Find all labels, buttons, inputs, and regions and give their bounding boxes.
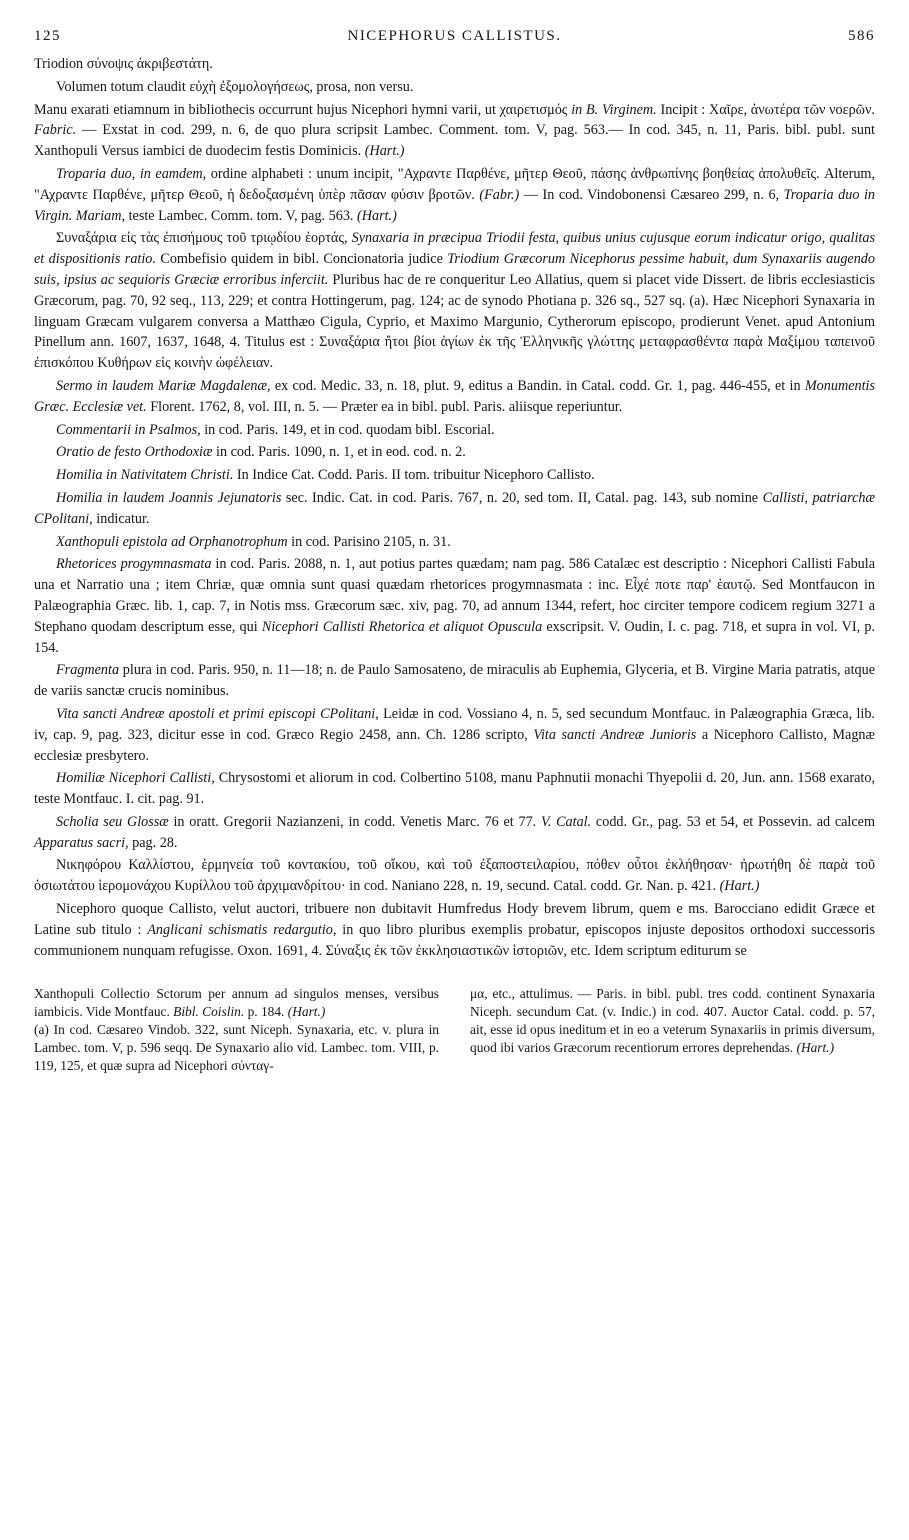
text-run: in quo libro pluribus exemplis probatur, episcopos injuste depositos orthodoxi successoris communionem nunquam refugisse. Oxon. 1691, 4. Σύναξις ἐκ τῶν ἐκκλησιαστικῶν ἱστοριῶν, etc. Idem scriptum editurum se <box>34 921 876 959</box>
text-run: Chrysostomi et aliorum in cod. Colbertino 5108, manu Paphnutii monachi Thyepolii d. 20, Jun. ann. 1568 exarato, teste Montfauc. I. cit. pag. 91. <box>34 770 876 808</box>
paragraph-6 <box>34 376 875 418</box>
italic-text: (Hart.) <box>719 878 760 895</box>
italic-text: Callisti, patriarchæ CPolitani, <box>34 489 875 527</box>
paragraph-9 <box>34 465 875 486</box>
italic-text: (Hart.) <box>287 1004 326 1020</box>
running-title: NICEPHORUS CALLISTUS. <box>347 28 562 44</box>
paragraph-12 <box>34 554 875 658</box>
text-run: ordine alphabeti : unum incipit, "Αχραντε Παρθένε, μῆτερ Θεοῦ, πάσης ἀνθρωπίνης βοηθείας ἀπολυθεῖς. Alterum, "Αχραντε Παρθένε, μῆτερ Θεοῦ, ἡ δεδοξασμένη ὑπὲρ πᾶσαν φύσιν βροτῶν. <box>34 165 875 203</box>
paragraph-13 <box>34 660 875 702</box>
text-run: Incipit : Χαῖρε, ἀνωτέρα τῶν νοερῶν. <box>656 101 875 118</box>
text-run: Manu exarati etiamnum in bibliothecis occurrunt hujus Nicephori hymni varii, ut χαιρετισμός <box>34 101 572 118</box>
text-run: In Indice Cat. Codd. Paris. II tom. tribuitur Nicephoro Callisto. <box>233 467 595 484</box>
footnote-column-left <box>34 985 439 1074</box>
italic-text: Fabric. <box>34 122 77 139</box>
paragraph-2 <box>34 77 875 98</box>
text-run: codd. Gr., pag. 53 et 54, et Possevin. ad calcem <box>591 813 875 830</box>
italic-text: Troparia duo, in eamdem, <box>56 165 207 182</box>
italic-text: Xanthopuli epistola ad Orphanotrophum <box>56 533 288 550</box>
text-run: — Exstat in cod. 299, n. 6, de quo plura scripsit Lambec. Comment. tom. V, pag. 563.— In cod. 345, n. 11, Paris. bibl. publ. sunt Xanthopuli Versus iambici de duodecim festis Dominicis. <box>34 122 875 160</box>
text-run: Συναξάρια εἰς τὰς ἐπισήμους τοῦ τριῳδίου ἑορτάς, <box>56 230 352 247</box>
text-run: in cod. Paris. 1090, n. 1, et in eod. cod. n. 2. <box>212 444 466 461</box>
paragraph-18 <box>34 899 875 961</box>
text-run: — In cod. Vindobonensi Cæsareo 299, n. 6, <box>519 186 784 203</box>
italic-text: Bibl. Coislin. <box>173 1004 245 1020</box>
running-head <box>34 28 875 54</box>
page-number-left: 125 <box>34 28 61 44</box>
footnote-separator <box>34 963 875 985</box>
paragraph-17 <box>34 855 875 897</box>
text-run: pag. 28. <box>128 834 178 851</box>
paragraph-8 <box>34 442 875 463</box>
text-run: Νικηφόρου Καλλίστου, ἑρμηνεία τοῦ κοντακίου, τοῦ οἴκου, καὶ τοῦ ἐξαποστειλαρίου, πόθεν οὗτοι ἐκλήθησαν· ἠρωτήθη δὲ παρὰ τοῦ ὁσιωτάτου ἱερομονάχου Κυρίλλου τοῦ ἀρχιμανδρίτου· in cod. Naniano 228, n. 19, secund. Catal. codd. Gr. Nan. p. 421. <box>34 857 875 895</box>
text-run: ex cod. Medic. 33, n. 18, plut. 9, editus a Bandin. in Catal. codd. Gr. 1, pag. 446-455, et in <box>270 377 805 394</box>
italic-text: (Hart.) <box>357 207 397 224</box>
main-text <box>34 54 875 961</box>
italic-text: Synaxaria in præcipua Triodii festa, quibus unius cujusque eorum indicatur origo, qualitas et dispositionis ratio. <box>34 230 875 268</box>
italic-text: Apparatus sacri, <box>34 834 129 851</box>
text-run: μα, etc., attulimus. — Paris. in bibl. publ. tres codd. continent Synaxaria Niceph. secundum Cat. (v. Indic.) in cod. 407. Auctor Catal. codd. p. 57, ait, esse id opus ineditum et in eo a veterum Synaxariis in primis diversum, quod ibi varios Græcorum recentiorum errores deprehendas. <box>470 986 875 1055</box>
text-run: (a) In cod. Cæsareo Vindob. 322, sunt Niceph. Synaxaria, etc. v. plura in Lambec. tom. V, p. 596 seqq. De Synaxario alio vid. Lambec. tom. VIII, p. 119, 125, et quæ supra ad Nicephori σύνταγ- <box>34 1022 439 1073</box>
italic-text: Vita sancti Andreæ apostoli et primi episcopi CPolitani, <box>56 705 379 722</box>
paragraph-16 <box>34 812 875 854</box>
footnote-left-1 <box>34 985 439 1021</box>
text-run: plura in cod. Paris. 950, n. 11—18; n. de Paulo Samosateno, de miraculis ab Euphemia, Glyceria, et B. Virgine Maria patratis, atque de variis sanctæ crucis nominibus. <box>34 662 875 700</box>
italic-text: Troparia duo in Virgin. Mariam, <box>34 186 875 224</box>
italic-text: Vita sancti Andreæ Junioris <box>533 726 697 743</box>
paragraph-14 <box>34 704 875 766</box>
page-number-right: 586 <box>848 28 875 44</box>
text-run: in cod. Parisino 2105, n. 31. <box>287 533 451 550</box>
text-run: Xanthopuli Collectio Sctorum per annum ad singulos menses, versibus iambicis. Vide Montfauc. <box>34 986 439 1020</box>
italic-text: Fragmenta <box>56 662 120 679</box>
italic-text: (Hart.) <box>796 1039 835 1055</box>
italic-text: Oratio de festo Orthodoxiæ <box>56 444 213 461</box>
italic-text: (Hart.) <box>364 143 405 160</box>
paragraph-1 <box>34 54 875 75</box>
text-run: Florent. 1762, 8, vol. III, n. 5. — Præter ea in bibl. publ. Paris. aliisque reperiuntur. <box>146 398 623 415</box>
paragraph-15 <box>34 768 875 810</box>
text-run: a Nicephoro Callisto, Magnæ ecclesiæ presbytero. <box>34 726 875 764</box>
text-run: exscripsit. V. Oudin, I. c. pag. 718, et supra in vol. VI, p. 154. <box>34 618 876 656</box>
paragraph-5 <box>34 228 875 374</box>
paragraph-3 <box>34 100 875 162</box>
italic-text: Anglicani schismatis redargutio, <box>147 921 337 938</box>
paragraph-7 <box>34 420 875 441</box>
italic-text: Homiliæ Nicephori Callisti, <box>56 770 215 787</box>
italic-text: Sermo in laudem Mariæ Magdalenæ, <box>56 377 271 394</box>
text-run: Triodion σύνοψις ἀκριβεστάτη. <box>34 56 213 72</box>
text-run: sec. Indic. Cat. in cod. Paris. 767, n. 20, sed tom. II, Catal. pag. 143, sub nomine <box>281 489 763 506</box>
italic-text: Homilia in laudem Joannis Jejunatoris <box>56 489 282 506</box>
footnote-column-right <box>470 985 875 1074</box>
italic-text: in B. Virginem. <box>571 101 657 118</box>
paragraph-10 <box>34 488 875 530</box>
text-run: in cod. Paris. 2088, n. 1, aut potius partes quædam; nam pag. 586 Catalæc est descriptio : Nicephori Callisti Fabula una et Narratio una ; item Chriæ, quæ omnia sunt quasi quædam rhetorices progymnasmata : inc. Εἶχέ ποτε παρ' ἑαυτῷ. Sed Montfaucon in Palæographia Græc. lib. 1, cap. 7, in Notis mss. Græcorum sæc. xiv, pag. 70, ad annum 1344, refert, hoc circiter tempore codicem regium 3271 a Stephano quodam descriptum esse, qui <box>34 556 876 635</box>
text-run: in cod. Paris. 149, et in cod. quodam bibl. Escorial. <box>200 421 495 438</box>
paragraph-4 <box>34 164 875 226</box>
text-run: Leidæ in cod. Vossiano 4, n. 5, sed secundum Montfauc. in Palæographia Græca, lib. iv, cap. 9, pag. 323, dicitur esse in cod. Græco Regio 2458, ann. Ch. 1286 scripto, <box>34 705 875 743</box>
footnotes <box>34 985 875 1074</box>
footnote-right-1 <box>470 985 875 1056</box>
footnote-left-2 <box>34 1021 439 1074</box>
italic-text: Commentarii in Psalmos, <box>56 421 201 438</box>
text-run: Pluribus hac de re conqueritur Leo Allatius, quem si placet vide Dissert. de libris ecclesiasticis Græcorum, pag. 70, 92 seq., 113, 229; et contra Hottingerum, pag. 124; ac de synodo Photiana p. 326 sq., 527 sq. (a). Hæc Nicephori Synaxaria in linguam Græcam vulgarem conversa a Matthæo Cigula, Cyprio, et Maximo Margunio, Cytherorum episcopo, prodierunt Venet. apud Antonium Pinellum ann. 1607, 1637, 1648, 4. Titulus est : Συναξάρια ἤτοι βίοι ἁγίων ἐκ τῆς Ἑλληνικῆς γλώττης μεταφρασθέντα παρὰ Μαξίμου ταπεινοῦ ἐπισκόπου Κυθήρων εἰς κοινὴν ὠφέλειαν. <box>34 271 875 372</box>
text-run: p. 184. <box>244 1004 288 1020</box>
italic-text: (Fabr.) <box>479 186 520 203</box>
text-run: in oratt. Gregorii Nazianzeni, in codd. Venetis Marc. 76 et 77. <box>168 813 541 830</box>
italic-text: V. Catal. <box>540 813 592 830</box>
text-run: Nicephoro quoque Callisto, velut auctori, tribuere non dubitavit Humfredus Hody brevem librum, quem e ms. Barocciano edidit Græce et Latine sub titulo : <box>34 901 875 938</box>
italic-text: Triodium Græcorum Nicephorus pessime habuit, dum Synaxariis augendo suis, ipsius ac sequioris Græciæ erroribus inferciit. <box>34 251 875 288</box>
italic-text: Rhetorices progymnasmata <box>56 556 212 573</box>
italic-text: Scholia seu Glossæ <box>56 813 169 830</box>
paragraph-11 <box>34 532 875 553</box>
text-run: Volumen totum claudit εὐχὴ ἐξομολογήσεως, prosa, non versu. <box>56 78 414 95</box>
italic-text: Nicephori Callisti Rhetorica et aliquot Opuscula <box>261 618 543 635</box>
italic-text: Homilia in Nativitatem Christi. <box>56 467 234 484</box>
text-run: Combefisio quidem in bibl. Concionatoria judice <box>155 251 448 268</box>
text-run: teste Lambec. Comm. tom. V, pag. 563. <box>125 207 358 224</box>
italic-text: Monumentis Græc. Ecclesiæ vet. <box>34 377 875 415</box>
text-run: indicatur. <box>92 510 150 527</box>
